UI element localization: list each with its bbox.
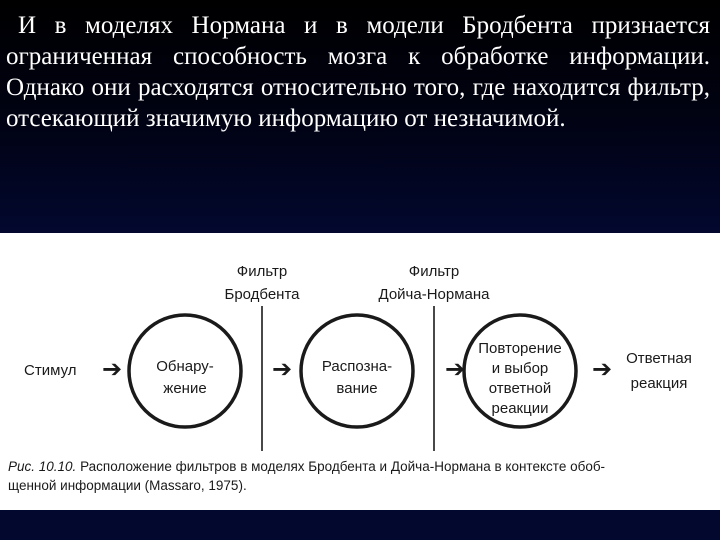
stage-response-line4: реакции [491,400,549,417]
caption-text-line1: Расположение фильтров в моделях Бродбента и Дойча-Нормана в контексте обоб- [80,459,606,474]
stage-response-line2: и выбор [491,360,549,377]
stimulus-label: Стимул [24,362,77,379]
figure-caption-line2 [8,478,247,493]
stage-detection-line1: Обнару- [156,358,214,375]
arrow-stimulus-icon: ➔ [101,355,123,383]
stage-response-line1: Повторение [478,340,562,357]
stage-recognition-line1: Распозна- [321,358,393,375]
arrow-recognition-icon: ➔ [444,355,466,383]
stage-detection-line2: жение [163,380,207,397]
figure-number: Рис. 10.10. [8,459,77,474]
filter-broadbent-label-line1: Фильтр [236,263,288,280]
arrow-response-icon: ➔ [591,355,613,383]
bottom-band [0,510,720,540]
filter-deutsch-norman-label-line1: Фильтр [408,263,460,280]
output-label-line2: реакция [630,375,688,392]
arrow-detection-icon: ➔ [271,355,293,383]
stage-recognition-line2: вание [336,380,378,397]
slide-paragraph [6,10,710,134]
stage-response-line3: ответной [488,380,552,397]
filter-deutsch-norman-label-line2: Дойча-Нормана [378,286,490,303]
figure [0,233,720,510]
output-label-line1: Ответная [626,350,692,367]
paragraph-text: И в моделях Нормана и в модели Бродбента признается ограниченная способность мозга к обработке информации. Однако они расходятся относительно того, где находится фильтр, отсекающий значимую информацию от незначимой. [6,12,710,132]
figure-caption-line1 [8,459,605,474]
filter-broadbent-label-line2: Бродбента [224,286,300,303]
caption-text-line2: щенной информации (Massaro, 1975). [8,478,247,493]
